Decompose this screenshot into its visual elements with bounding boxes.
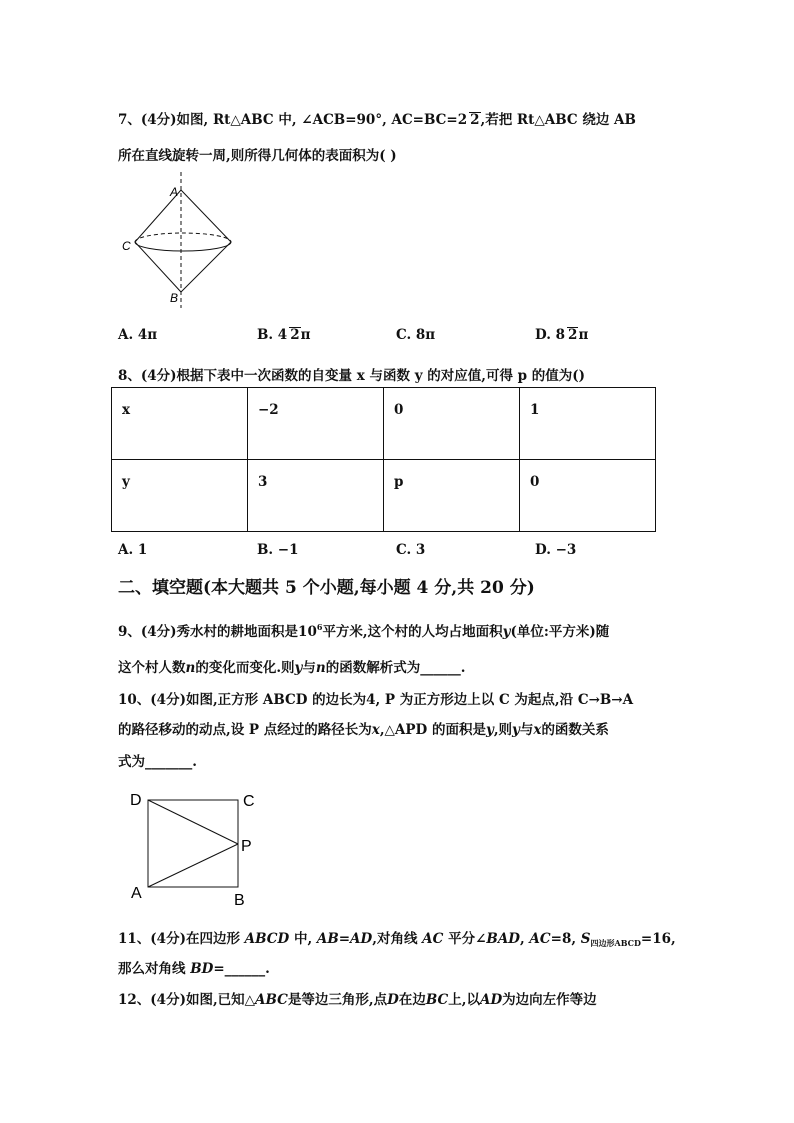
q11-line1-f: =8,: [550, 931, 581, 947]
q10-line3: 式为_______.: [118, 754, 197, 770]
q10-label-d: D: [130, 792, 142, 809]
q8-value-table: [111, 387, 656, 532]
table-cell: 0: [520, 460, 656, 532]
q12-ad: AD: [479, 992, 503, 1008]
q7-option-d-post: π: [578, 327, 589, 343]
q7-option-d: [535, 327, 588, 343]
q7-option-c: C. 8π: [396, 327, 436, 343]
q11-abcd: ABCD: [244, 931, 290, 947]
q11-bad: BAD: [486, 931, 520, 947]
q11-line2-a: 那么对角线: [118, 961, 191, 977]
q10-label-b: B: [234, 892, 245, 909]
q11-line1-e: ,: [520, 931, 530, 947]
q7-option-b-pre: B. 4: [257, 327, 288, 343]
q8-option-b: B. −1: [257, 542, 299, 558]
q9-line1: [118, 620, 609, 640]
q12-line1-e: 上,以: [448, 992, 480, 1008]
q11-line1-b: 中,: [289, 931, 317, 947]
table-cell: p: [384, 460, 520, 532]
q9-var-y: y: [502, 624, 511, 640]
q10-var-y: y: [485, 722, 494, 738]
q12-line1-c: 在边: [398, 992, 426, 1008]
table-cell: 0: [384, 388, 520, 460]
q7-figure-double-cone: [115, 170, 255, 310]
q10-var-y2: y: [512, 722, 520, 738]
q7-option-d-pre: D. 8: [535, 327, 566, 343]
q10-line2-b: ,△APD 的面积是: [379, 722, 486, 738]
q9-var-n: n: [185, 660, 196, 676]
q11-ab-eq-ad: AB=AD: [316, 931, 373, 947]
q10-line2-c: ,则: [493, 722, 513, 738]
q7-option-a: A. 4π: [118, 327, 158, 343]
q9-line1-c: (单位:平方米)随: [510, 624, 610, 640]
q9-line1-b: 平方米,这个村的人均占地面积: [322, 624, 503, 640]
q10-label-p: P: [241, 838, 252, 855]
q7-ellipse-front: [135, 242, 231, 251]
q12-line1: [118, 988, 597, 1008]
q7-ellipse-back: [135, 233, 231, 242]
q10-var-x2: x: [533, 722, 542, 738]
q10-label-c: C: [243, 793, 255, 810]
q11-line1-c: ,对角线: [372, 931, 423, 947]
q7-option-d-sqrt: 2: [568, 327, 578, 343]
q7-line2: 所在直线旋转一周,则所得几何体的表面积为( ): [118, 148, 397, 164]
section-2-title: 二、填空题(本大题共 5 个小题,每小题 4 分,共 20 分): [118, 578, 535, 598]
table-row: [112, 388, 656, 460]
q12-bc: BC: [425, 992, 449, 1008]
q11-line1-d: 平分∠: [443, 931, 487, 947]
q11-area-s: S: [580, 931, 591, 947]
q9-line2-d: 的函数解析式为______.: [325, 660, 466, 676]
q10-line2-d: 与: [519, 722, 534, 738]
q7-option-b: [257, 327, 311, 343]
q8-option-a: A. 1: [118, 542, 148, 558]
q9-line2-c: 与: [302, 660, 316, 676]
q9-line2-b: 的变化而变化.则: [195, 660, 295, 676]
q12-line1-f: 为边向左作等边: [502, 992, 597, 1008]
q10-line2: [118, 718, 609, 738]
q10-var-x: x: [371, 722, 380, 738]
q7-line1-b: ,若把 Rt△ABC 绕边 AB: [480, 112, 636, 128]
q10-label-a: A: [131, 885, 142, 902]
q7-option-b-post: π: [300, 327, 311, 343]
q12-point-d: D: [387, 992, 399, 1008]
q11-area-subscript: 四边形ABCD: [590, 938, 641, 948]
q11-line1-g: =16,: [640, 931, 676, 947]
table-cell: x: [112, 388, 248, 460]
q12-abc: ABC: [255, 992, 288, 1008]
q8-option-d: D. −3: [535, 542, 577, 558]
q9-line1-a: 9、(4分)秀水村的耕地面积是10: [118, 624, 317, 640]
q9-line2-a: 这个村人数: [118, 660, 186, 676]
table-cell: 1: [520, 388, 656, 460]
q9-var-n2: n: [315, 660, 326, 676]
q10-line2-e: 的函数关系: [541, 722, 609, 738]
q7-label-b: B: [170, 291, 179, 305]
q10-figure-square: [125, 785, 265, 910]
q12-line1-b: 是等边三角形,点: [287, 992, 388, 1008]
q11-line2-b: =______.: [213, 961, 270, 977]
q7-line1-a: 7、(4分)如图, Rt△ABC 中, ∠ACB=90°, AC=BC=2: [118, 112, 468, 128]
q10-line1: 10、(4分)如图,正方形 ABCD 的边长为4, P 为正方形边上以 C 为起点,沿 C→B→A: [118, 692, 634, 708]
q10-square-abcd: [148, 800, 238, 887]
q7-label-c: C: [122, 239, 131, 253]
q7-sqrt: 2: [470, 112, 480, 128]
q10-line2-a: 的路径移动的动点,设 P 点经过的路径长为: [118, 722, 372, 738]
q11-ac: AC: [422, 931, 444, 947]
q9-exponent: 6: [316, 622, 323, 632]
table-cell: y: [112, 460, 248, 532]
table-row: [112, 460, 656, 532]
q11-line1: [118, 927, 676, 949]
table-cell: −2: [248, 388, 384, 460]
q12-line1-a: 12、(4分)如图,已知△: [118, 992, 256, 1008]
q11-line1-a: 11、(4分)在四边形: [118, 931, 245, 947]
q8-option-c: C. 3: [396, 542, 426, 558]
q11-line2: [118, 957, 270, 977]
table-cell: 3: [248, 460, 384, 532]
q10-segment-dp: [148, 800, 238, 844]
q7-line1: [118, 108, 636, 128]
q7-option-b-sqrt: 2: [290, 327, 300, 343]
q9-line2: [118, 656, 465, 676]
q11-bd: BD: [190, 961, 214, 977]
q11-ac-value: AC: [529, 931, 551, 947]
q10-segment-ap: [148, 844, 238, 887]
q9-var-y2: y: [294, 660, 303, 676]
q7-label-a: A: [170, 185, 179, 199]
q8-stem: 8、(4分)根据下表中一次函数的自变量 x 与函数 y 的对应值,可得 p 的值为(): [118, 368, 586, 384]
